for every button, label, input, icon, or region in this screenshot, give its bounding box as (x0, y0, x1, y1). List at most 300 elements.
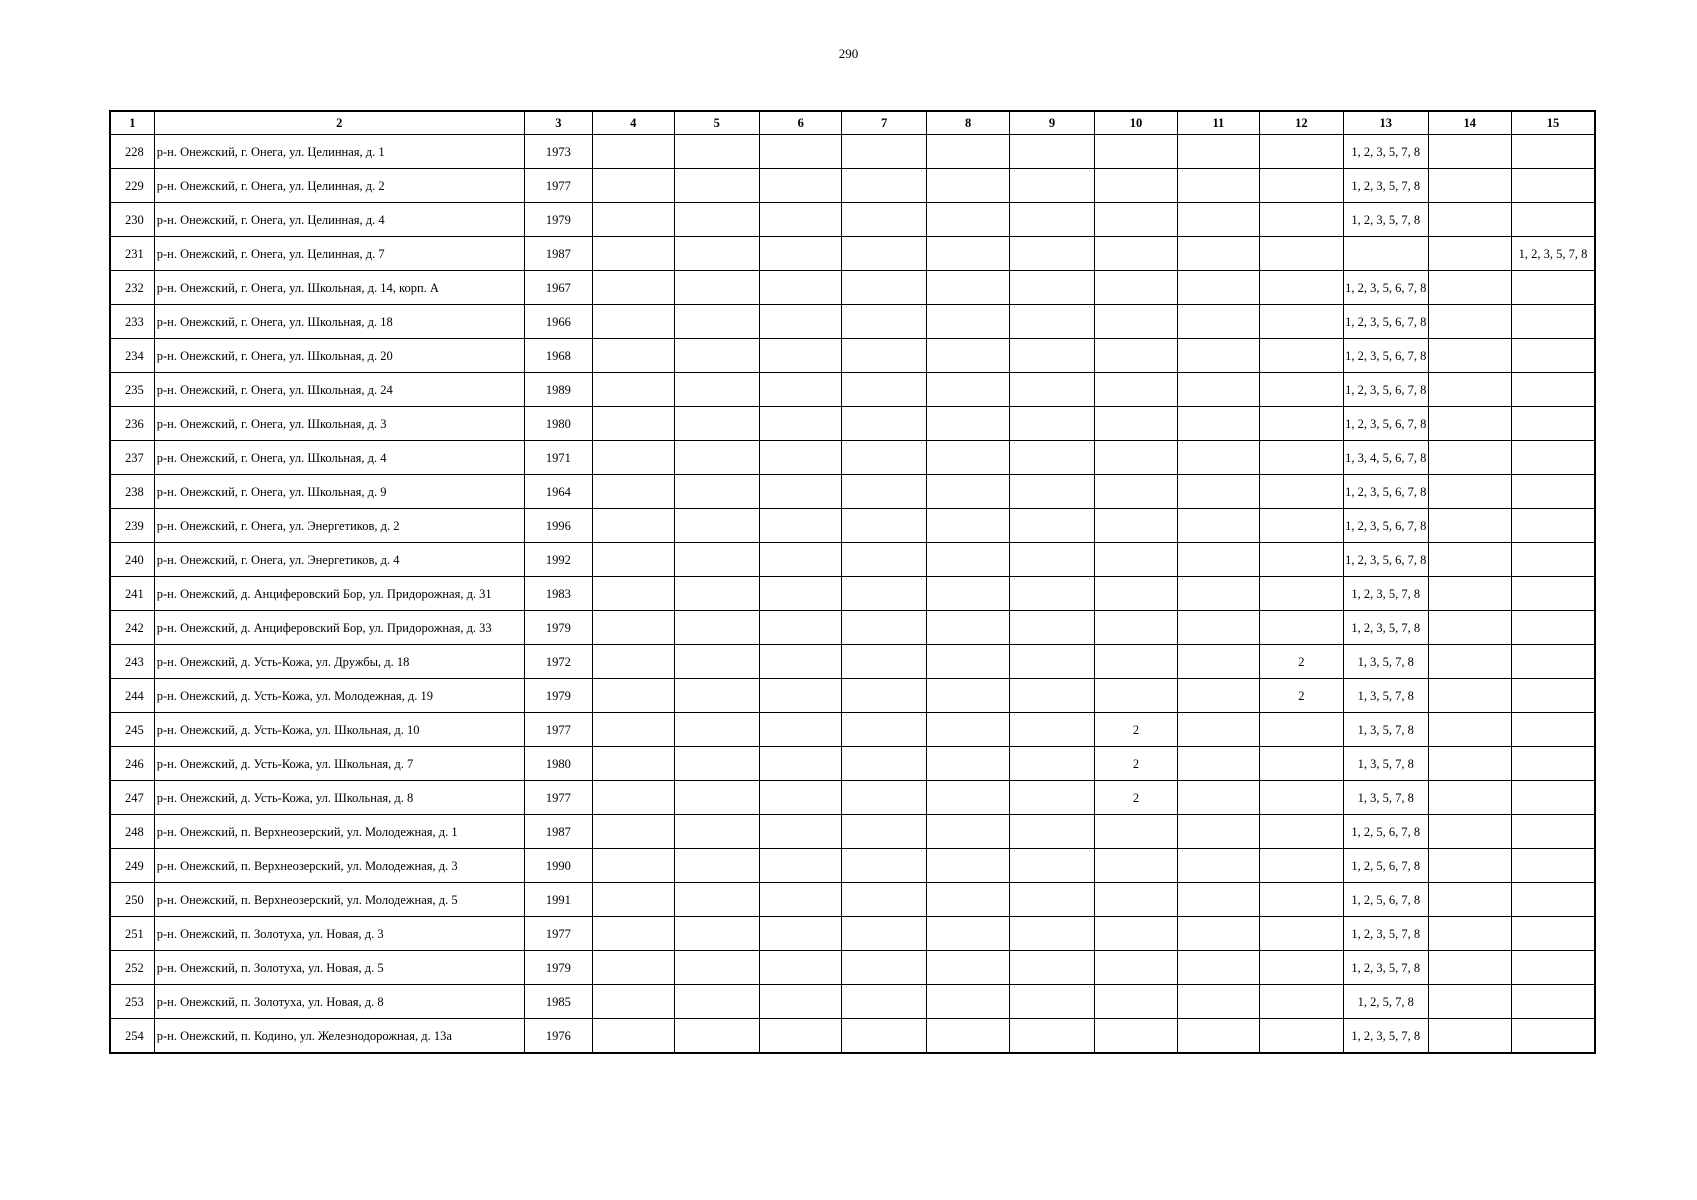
col5-cell (674, 883, 759, 917)
row-number: 238 (110, 475, 154, 509)
col10-cell (1094, 951, 1177, 985)
column-header-9: 9 (1010, 111, 1094, 135)
column-header-11: 11 (1178, 111, 1259, 135)
year-cell: 1977 (524, 917, 592, 951)
col5-cell (674, 543, 759, 577)
col4-cell (593, 985, 674, 1019)
col5-cell (674, 509, 759, 543)
col9-cell (1010, 373, 1094, 407)
col10-cell (1094, 441, 1177, 475)
year-cell: 1979 (524, 679, 592, 713)
col4-cell (593, 543, 674, 577)
column-header-7: 7 (842, 111, 926, 135)
year-cell: 1971 (524, 441, 592, 475)
col13-cell: 1, 2, 5, 6, 7, 8 (1344, 883, 1428, 917)
row-number: 249 (110, 849, 154, 883)
year-cell: 1976 (524, 1019, 592, 1054)
col12-cell (1259, 169, 1343, 203)
col13-cell: 1, 2, 3, 5, 6, 7, 8 (1344, 509, 1428, 543)
col14-cell (1428, 169, 1511, 203)
col11-cell (1178, 237, 1259, 271)
col10-cell (1094, 475, 1177, 509)
table-row (110, 985, 1595, 1019)
col8-cell (926, 237, 1009, 271)
col10-cell (1094, 203, 1177, 237)
year-cell: 1979 (524, 611, 592, 645)
col13-cell: 1, 2, 3, 5, 7, 8 (1344, 917, 1428, 951)
address-cell: р-н. Онежский, п. Золотуха, ул. Новая, д. 8 (154, 985, 524, 1019)
col6-cell (759, 339, 841, 373)
col9-cell (1010, 747, 1094, 781)
col11-cell (1178, 203, 1259, 237)
col6-cell (759, 747, 841, 781)
year-cell: 1980 (524, 747, 592, 781)
col7-cell (842, 475, 926, 509)
col7-cell (842, 951, 926, 985)
col10-cell (1094, 509, 1177, 543)
col13-cell: 1, 3, 5, 7, 8 (1344, 747, 1428, 781)
col12-cell (1259, 407, 1343, 441)
col8-cell (926, 679, 1009, 713)
col8-cell (926, 577, 1009, 611)
col9-cell (1010, 339, 1094, 373)
row-number: 254 (110, 1019, 154, 1054)
col11-cell (1178, 271, 1259, 305)
col13-cell: 1, 2, 3, 5, 6, 7, 8 (1344, 339, 1428, 373)
address-cell: р-н. Онежский, г. Онега, ул. Школьная, д. 4 (154, 441, 524, 475)
col14-cell (1428, 815, 1511, 849)
address-cell: р-н. Онежский, г. Онега, ул. Энергетиков, д. 2 (154, 509, 524, 543)
col8-cell (926, 883, 1009, 917)
col13-cell: 1, 2, 3, 5, 7, 8 (1344, 577, 1428, 611)
col9-cell (1010, 543, 1094, 577)
col10-cell (1094, 679, 1177, 713)
col4-cell (593, 305, 674, 339)
col15-cell (1511, 747, 1595, 781)
column-header-5: 5 (674, 111, 759, 135)
col5-cell (674, 237, 759, 271)
col8-cell (926, 305, 1009, 339)
col11-cell (1178, 441, 1259, 475)
address-cell: р-н. Онежский, д. Усть-Кожа, ул. Школьная, д. 7 (154, 747, 524, 781)
row-number: 229 (110, 169, 154, 203)
col13-cell: 1, 2, 3, 5, 7, 8 (1344, 135, 1428, 169)
col7-cell (842, 781, 926, 815)
col13-cell: 1, 2, 3, 5, 6, 7, 8 (1344, 305, 1428, 339)
col10-cell (1094, 339, 1177, 373)
col4-cell (593, 815, 674, 849)
row-number: 231 (110, 237, 154, 271)
address-cell: р-н. Онежский, г. Онега, ул. Школьная, д. 20 (154, 339, 524, 373)
col15-cell (1511, 169, 1595, 203)
col12-cell (1259, 373, 1343, 407)
year-cell: 1977 (524, 713, 592, 747)
address-cell: р-н. Онежский, г. Онега, ул. Целинная, д. 1 (154, 135, 524, 169)
col7-cell (842, 883, 926, 917)
col15-cell (1511, 645, 1595, 679)
col13-cell: 1, 2, 5, 7, 8 (1344, 985, 1428, 1019)
year-cell: 1979 (524, 203, 592, 237)
col12-cell (1259, 1019, 1343, 1054)
col15-cell (1511, 951, 1595, 985)
col4-cell (593, 169, 674, 203)
col9-cell (1010, 271, 1094, 305)
col9-cell (1010, 781, 1094, 815)
year-cell: 1989 (524, 373, 592, 407)
col12-cell (1259, 305, 1343, 339)
col8-cell (926, 373, 1009, 407)
col4-cell (593, 271, 674, 305)
table-header-row (110, 111, 1595, 135)
col15-cell (1511, 611, 1595, 645)
year-cell: 1972 (524, 645, 592, 679)
col6-cell (759, 373, 841, 407)
col12-cell (1259, 543, 1343, 577)
column-header-15: 15 (1511, 111, 1595, 135)
col10-cell (1094, 917, 1177, 951)
col12-cell (1259, 815, 1343, 849)
col15-cell (1511, 475, 1595, 509)
col14-cell (1428, 373, 1511, 407)
col15-cell (1511, 407, 1595, 441)
address-cell: р-н. Онежский, п. Золотуха, ул. Новая, д. 5 (154, 951, 524, 985)
col7-cell (842, 203, 926, 237)
col7-cell (842, 543, 926, 577)
col7-cell (842, 237, 926, 271)
col14-cell (1428, 985, 1511, 1019)
address-cell: р-н. Онежский, п. Золотуха, ул. Новая, д. 3 (154, 917, 524, 951)
col6-cell (759, 815, 841, 849)
col15-cell (1511, 849, 1595, 883)
column-header-8: 8 (926, 111, 1009, 135)
column-header-6: 6 (759, 111, 841, 135)
col4-cell (593, 203, 674, 237)
col15-cell (1511, 815, 1595, 849)
year-cell: 1979 (524, 951, 592, 985)
col8-cell (926, 339, 1009, 373)
col11-cell (1178, 781, 1259, 815)
col9-cell (1010, 305, 1094, 339)
address-cell: р-н. Онежский, г. Онега, ул. Школьная, д. 14, корп. А (154, 271, 524, 305)
col6-cell (759, 917, 841, 951)
col11-cell (1178, 849, 1259, 883)
col5-cell (674, 815, 759, 849)
col13-cell: 1, 2, 3, 5, 6, 7, 8 (1344, 373, 1428, 407)
column-header-13: 13 (1344, 111, 1428, 135)
col8-cell (926, 169, 1009, 203)
address-cell: р-н. Онежский, г. Онега, ул. Целинная, д. 4 (154, 203, 524, 237)
col8-cell (926, 135, 1009, 169)
col9-cell (1010, 509, 1094, 543)
row-number: 252 (110, 951, 154, 985)
col10-cell (1094, 1019, 1177, 1054)
col12-cell (1259, 475, 1343, 509)
col12-cell (1259, 203, 1343, 237)
table-row (110, 237, 1595, 271)
col11-cell (1178, 815, 1259, 849)
col15-cell (1511, 441, 1595, 475)
col14-cell (1428, 203, 1511, 237)
col14-cell (1428, 747, 1511, 781)
address-cell: р-н. Онежский, д. Анциферовский Бор, ул. Придорожная, д. 31 (154, 577, 524, 611)
col7-cell (842, 747, 926, 781)
column-header-12: 12 (1259, 111, 1343, 135)
col11-cell (1178, 611, 1259, 645)
row-number: 233 (110, 305, 154, 339)
col9-cell (1010, 611, 1094, 645)
housing-register-table (109, 110, 1596, 1054)
col8-cell (926, 917, 1009, 951)
col9-cell (1010, 985, 1094, 1019)
col15-cell (1511, 679, 1595, 713)
col5-cell (674, 747, 759, 781)
address-cell: р-н. Онежский, д. Усть-Кожа, ул. Школьная, д. 10 (154, 713, 524, 747)
col5-cell (674, 373, 759, 407)
table-row (110, 849, 1595, 883)
col14-cell (1428, 475, 1511, 509)
col15-cell (1511, 917, 1595, 951)
year-cell: 1977 (524, 781, 592, 815)
col8-cell (926, 849, 1009, 883)
col7-cell (842, 849, 926, 883)
col14-cell (1428, 509, 1511, 543)
col5-cell (674, 1019, 759, 1054)
col4-cell (593, 1019, 674, 1054)
col11-cell (1178, 135, 1259, 169)
address-cell: р-н. Онежский, д. Усть-Кожа, ул. Дружбы, д. 18 (154, 645, 524, 679)
col9-cell (1010, 679, 1094, 713)
col13-cell: 1, 3, 5, 7, 8 (1344, 713, 1428, 747)
col6-cell (759, 237, 841, 271)
col12-cell (1259, 577, 1343, 611)
year-cell: 1966 (524, 305, 592, 339)
col4-cell (593, 679, 674, 713)
col13-cell: 1, 2, 3, 5, 6, 7, 8 (1344, 543, 1428, 577)
col11-cell (1178, 1019, 1259, 1054)
col4-cell (593, 577, 674, 611)
col8-cell (926, 781, 1009, 815)
col5-cell (674, 271, 759, 305)
col10-cell (1094, 985, 1177, 1019)
col10-cell (1094, 883, 1177, 917)
col13-cell: 1, 3, 4, 5, 6, 7, 8 (1344, 441, 1428, 475)
table-row (110, 679, 1595, 713)
col5-cell (674, 305, 759, 339)
col8-cell (926, 441, 1009, 475)
col8-cell (926, 1019, 1009, 1054)
col10-cell (1094, 849, 1177, 883)
col12-cell (1259, 509, 1343, 543)
row-number: 234 (110, 339, 154, 373)
col14-cell (1428, 1019, 1511, 1054)
col12-cell (1259, 135, 1343, 169)
col15-cell (1511, 985, 1595, 1019)
table-row (110, 305, 1595, 339)
year-cell: 1977 (524, 169, 592, 203)
col11-cell (1178, 713, 1259, 747)
col5-cell (674, 917, 759, 951)
col6-cell (759, 883, 841, 917)
address-cell: р-н. Онежский, г. Онега, ул. Школьная, д. 9 (154, 475, 524, 509)
col9-cell (1010, 1019, 1094, 1054)
col6-cell (759, 203, 841, 237)
col4-cell (593, 509, 674, 543)
col11-cell (1178, 985, 1259, 1019)
row-number: 230 (110, 203, 154, 237)
col6-cell (759, 475, 841, 509)
table-row (110, 509, 1595, 543)
table-row (110, 815, 1595, 849)
col11-cell (1178, 645, 1259, 679)
address-cell: р-н. Онежский, п. Верхнеозерский, ул. Молодежная, д. 3 (154, 849, 524, 883)
row-number: 250 (110, 883, 154, 917)
col14-cell (1428, 543, 1511, 577)
address-cell: р-н. Онежский, д. Усть-Кожа, ул. Школьная, д. 8 (154, 781, 524, 815)
col4-cell (593, 475, 674, 509)
col8-cell (926, 747, 1009, 781)
col8-cell (926, 271, 1009, 305)
col9-cell (1010, 169, 1094, 203)
col8-cell (926, 951, 1009, 985)
row-number: 251 (110, 917, 154, 951)
col7-cell (842, 305, 926, 339)
col11-cell (1178, 475, 1259, 509)
col11-cell (1178, 305, 1259, 339)
table-row (110, 441, 1595, 475)
col14-cell (1428, 237, 1511, 271)
row-number: 242 (110, 611, 154, 645)
col13-cell: 1, 2, 3, 5, 6, 7, 8 (1344, 407, 1428, 441)
col11-cell (1178, 509, 1259, 543)
year-cell: 1964 (524, 475, 592, 509)
col7-cell (842, 713, 926, 747)
col9-cell (1010, 815, 1094, 849)
col9-cell (1010, 951, 1094, 985)
year-cell: 1968 (524, 339, 592, 373)
col8-cell (926, 203, 1009, 237)
col7-cell (842, 815, 926, 849)
table-row (110, 203, 1595, 237)
address-cell: р-н. Онежский, п. Верхнеозерский, ул. Молодежная, д. 1 (154, 815, 524, 849)
col8-cell (926, 543, 1009, 577)
col15-cell (1511, 509, 1595, 543)
col6-cell (759, 645, 841, 679)
row-number: 243 (110, 645, 154, 679)
table-row (110, 951, 1595, 985)
col4-cell (593, 917, 674, 951)
col5-cell (674, 679, 759, 713)
column-header-4: 4 (593, 111, 674, 135)
col13-cell: 1, 2, 3, 5, 6, 7, 8 (1344, 475, 1428, 509)
col4-cell (593, 951, 674, 985)
col6-cell (759, 509, 841, 543)
col10-cell: 2 (1094, 781, 1177, 815)
year-cell: 1983 (524, 577, 592, 611)
col5-cell (674, 577, 759, 611)
col4-cell (593, 611, 674, 645)
col6-cell (759, 713, 841, 747)
col7-cell (842, 135, 926, 169)
col7-cell (842, 169, 926, 203)
col15-cell (1511, 339, 1595, 373)
col12-cell (1259, 747, 1343, 781)
col6-cell (759, 135, 841, 169)
col5-cell (674, 951, 759, 985)
col15-cell (1511, 883, 1595, 917)
col14-cell (1428, 611, 1511, 645)
col11-cell (1178, 679, 1259, 713)
col7-cell (842, 339, 926, 373)
table-row (110, 135, 1595, 169)
col14-cell (1428, 305, 1511, 339)
col7-cell (842, 441, 926, 475)
table-row (110, 339, 1595, 373)
col13-cell: 1, 2, 3, 5, 7, 8 (1344, 203, 1428, 237)
address-cell: р-н. Онежский, п. Верхнеозерский, ул. Молодежная, д. 5 (154, 883, 524, 917)
address-cell: р-н. Онежский, г. Онега, ул. Школьная, д. 3 (154, 407, 524, 441)
col15-cell (1511, 577, 1595, 611)
col10-cell (1094, 645, 1177, 679)
col11-cell (1178, 577, 1259, 611)
col4-cell (593, 237, 674, 271)
col5-cell (674, 339, 759, 373)
row-number: 241 (110, 577, 154, 611)
col12-cell (1259, 441, 1343, 475)
col7-cell (842, 611, 926, 645)
column-header-14: 14 (1428, 111, 1511, 135)
col13-cell: 1, 2, 5, 6, 7, 8 (1344, 815, 1428, 849)
col12-cell (1259, 883, 1343, 917)
col5-cell (674, 985, 759, 1019)
col8-cell (926, 475, 1009, 509)
table-row (110, 747, 1595, 781)
col8-cell (926, 611, 1009, 645)
col6-cell (759, 951, 841, 985)
col6-cell (759, 441, 841, 475)
col5-cell (674, 475, 759, 509)
col14-cell (1428, 713, 1511, 747)
col11-cell (1178, 169, 1259, 203)
col7-cell (842, 271, 926, 305)
col12-cell (1259, 339, 1343, 373)
col10-cell (1094, 305, 1177, 339)
col7-cell (842, 645, 926, 679)
col14-cell (1428, 577, 1511, 611)
col9-cell (1010, 883, 1094, 917)
col5-cell (674, 849, 759, 883)
col10-cell (1094, 135, 1177, 169)
year-cell: 1992 (524, 543, 592, 577)
col13-cell (1344, 237, 1428, 271)
col10-cell (1094, 407, 1177, 441)
table-row (110, 475, 1595, 509)
col7-cell (842, 373, 926, 407)
col13-cell: 1, 3, 5, 7, 8 (1344, 645, 1428, 679)
col6-cell (759, 305, 841, 339)
col12-cell (1259, 951, 1343, 985)
col9-cell (1010, 475, 1094, 509)
col9-cell (1010, 577, 1094, 611)
row-number: 245 (110, 713, 154, 747)
col5-cell (674, 441, 759, 475)
col5-cell (674, 781, 759, 815)
col12-cell: 2 (1259, 645, 1343, 679)
col9-cell (1010, 237, 1094, 271)
table-row (110, 645, 1595, 679)
col9-cell (1010, 135, 1094, 169)
col14-cell (1428, 849, 1511, 883)
col14-cell (1428, 407, 1511, 441)
